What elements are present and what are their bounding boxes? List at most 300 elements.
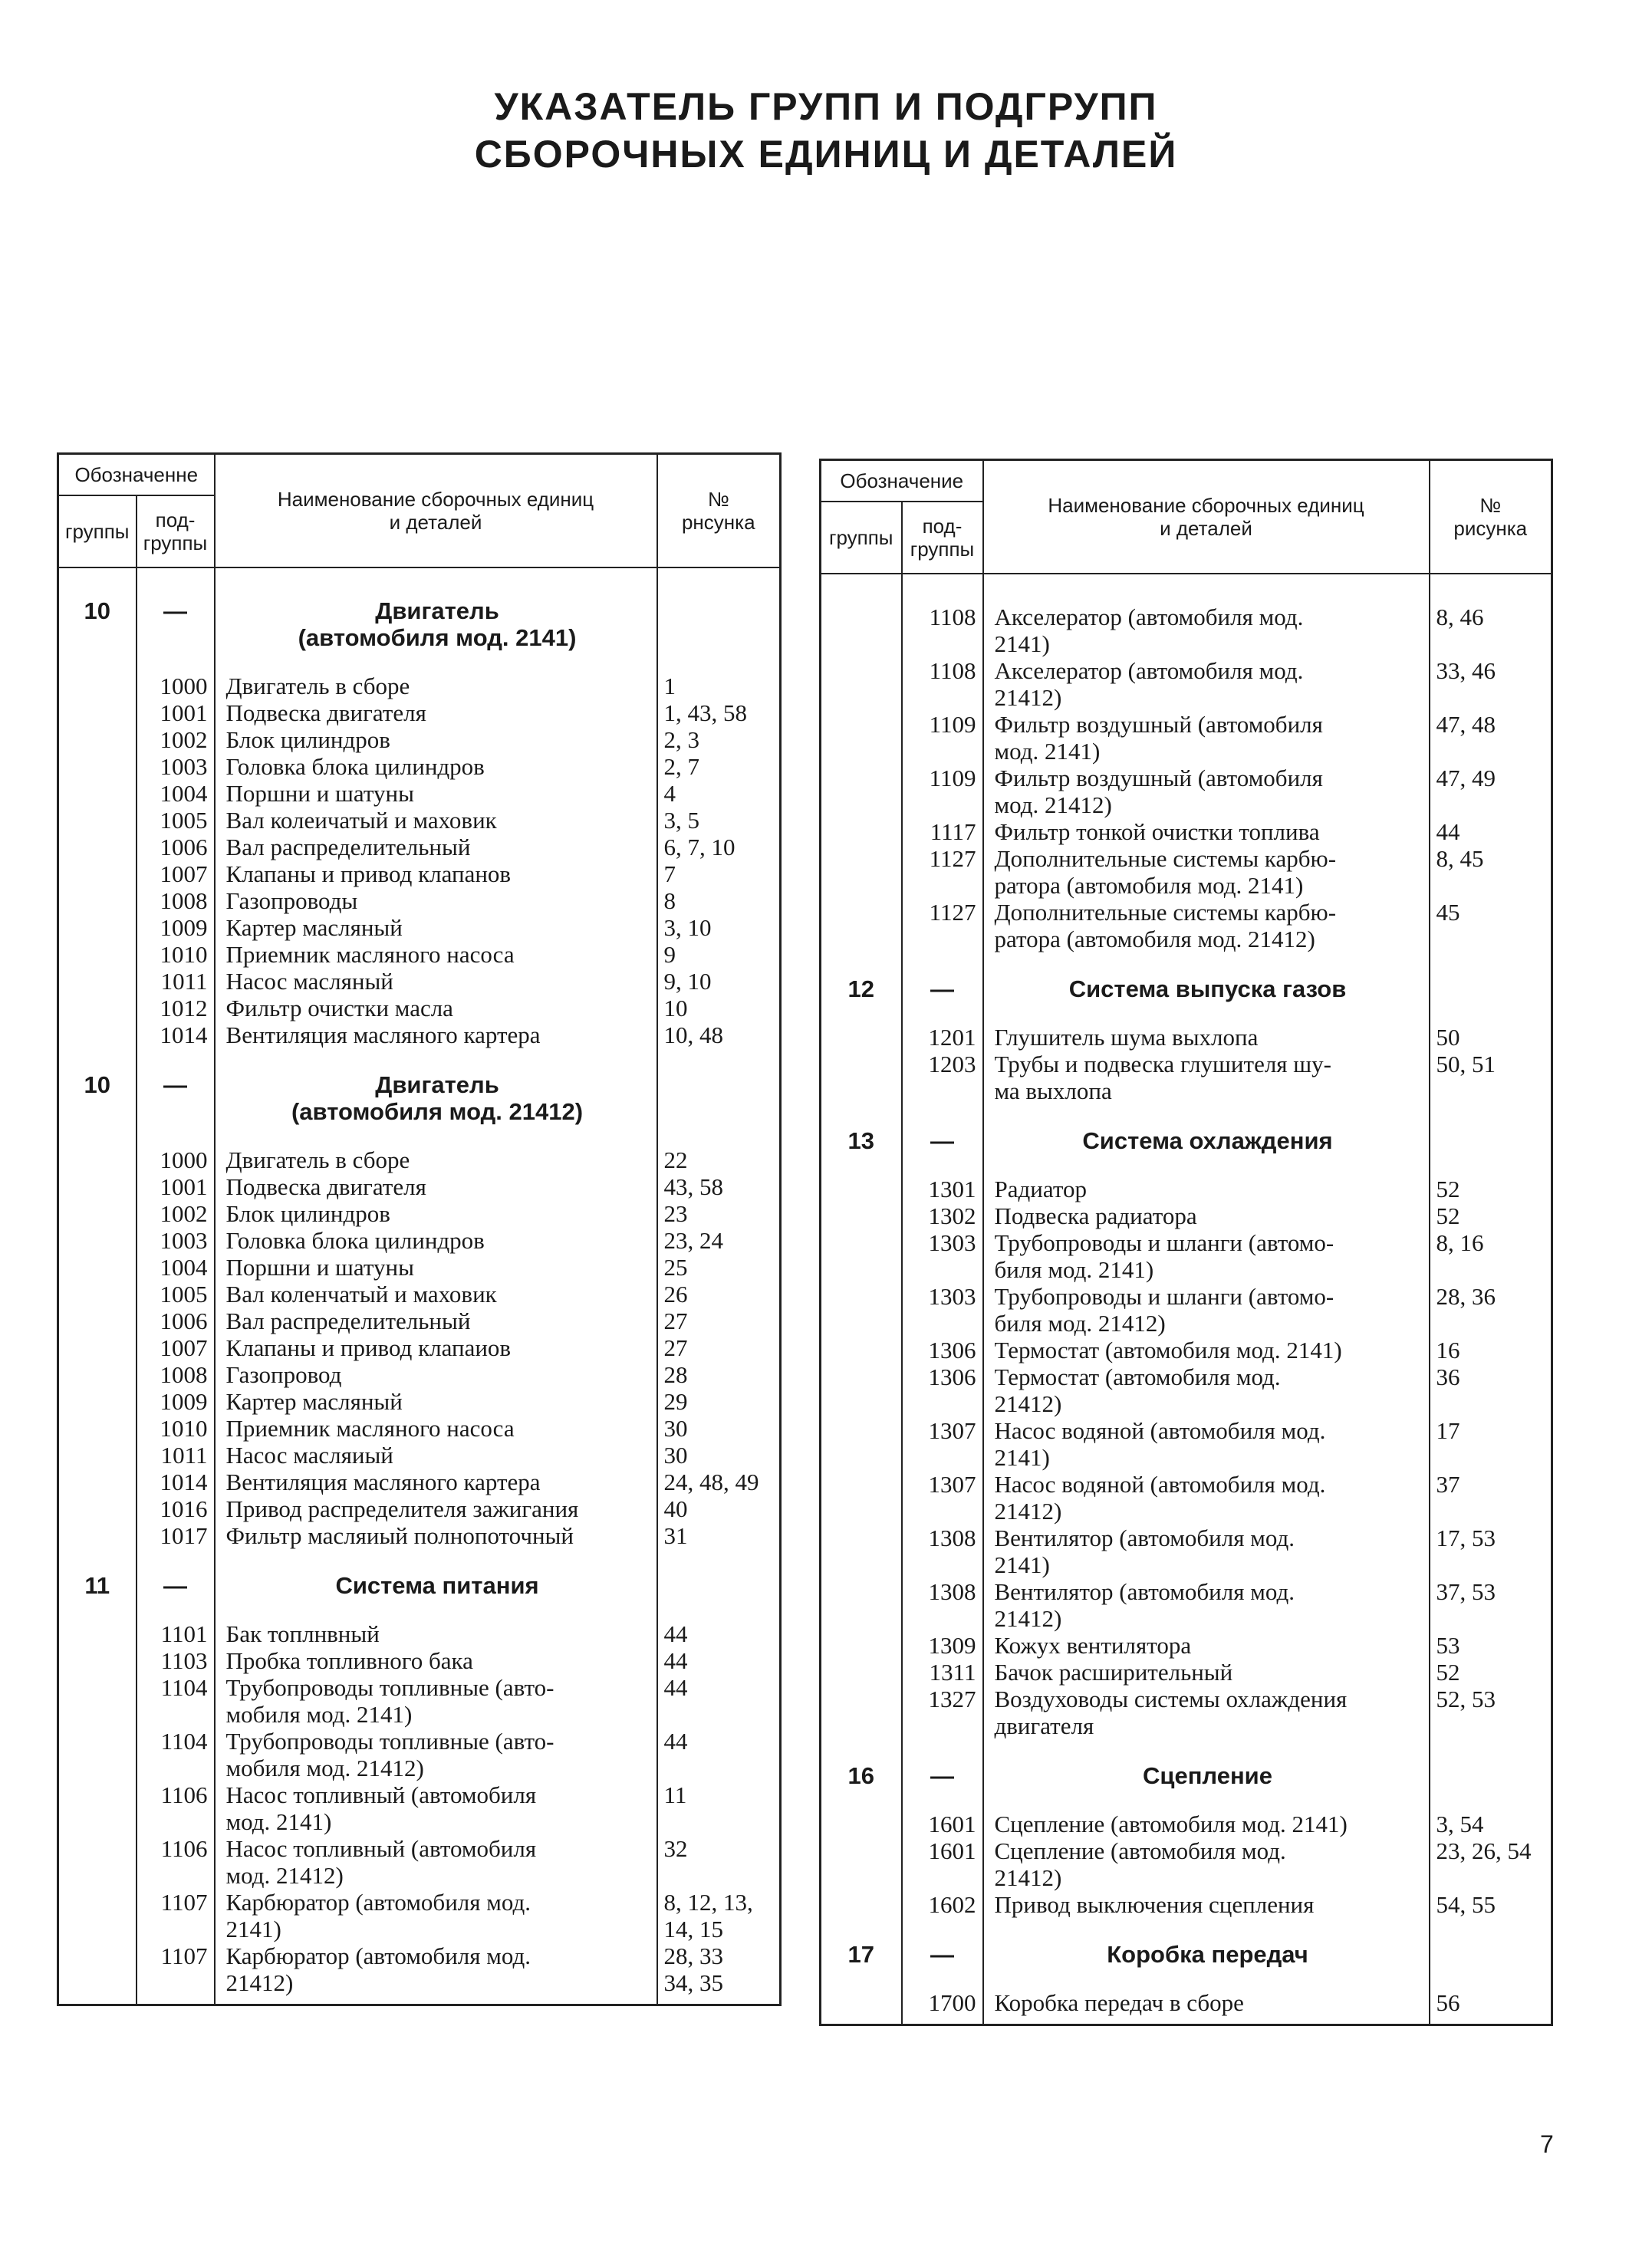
group-number: 13 [821, 1104, 902, 1154]
subgroup-dash: — [902, 1739, 983, 1789]
spacer-row [821, 1002, 1552, 1024]
spacer-row [58, 651, 781, 673]
group-cell [821, 1229, 902, 1283]
group-cell [821, 1283, 902, 1337]
table-row [58, 995, 781, 1021]
subgroup-code: 1306 [902, 1363, 983, 1417]
subgroup-code: 1309 [902, 1632, 983, 1659]
table-row [58, 887, 781, 914]
subgroup-code: 1327 [902, 1686, 983, 1739]
figure-numbers: 27 [657, 1334, 781, 1361]
table-row [821, 845, 1552, 899]
subgroup-code: 1103 [137, 1647, 215, 1674]
item-name: Вентилятор (автомобиля мод. 2141) [983, 1525, 1430, 1578]
figure-numbers: 56 [1430, 1989, 1552, 2025]
item-name: Насос масляиый [215, 1442, 657, 1469]
item-name: Пробка топливного бака [215, 1647, 657, 1674]
subgroup-code: 1003 [137, 1227, 215, 1254]
table-row [58, 1281, 781, 1308]
item-name: Сцепление (автомобиля мод. 2141) [983, 1811, 1430, 1837]
spacer-cell [215, 1125, 657, 1146]
group-cell [821, 1632, 902, 1659]
item-name: Блок цилиндров [215, 1200, 657, 1227]
subgroup-code: 1005 [137, 1281, 215, 1308]
group-number: 12 [821, 952, 902, 1002]
section-header-row [821, 1739, 1552, 1789]
subgroup-code: 1005 [137, 807, 215, 834]
table-row [58, 1361, 781, 1388]
figure-numbers: 22 [657, 1146, 781, 1173]
group-cell [58, 1442, 137, 1469]
group-cell [58, 1200, 137, 1227]
table-row [821, 1811, 1552, 1837]
group-number: 10 [58, 567, 137, 651]
table-row [58, 834, 781, 860]
group-cell [821, 1891, 902, 1918]
left-index-table [57, 452, 782, 2006]
table-row [58, 1227, 781, 1254]
group-cell [58, 1173, 137, 1200]
table-row [58, 1728, 781, 1781]
spacer-cell [215, 651, 657, 673]
group-cell [58, 1227, 137, 1254]
subgroup-code: 1001 [137, 699, 215, 726]
figure-numbers: 4 [657, 780, 781, 807]
figure-numbers: 44 [657, 1728, 781, 1781]
section-title: Коробка передач [983, 1918, 1430, 1968]
figure-numbers: 45 [1430, 899, 1552, 952]
group-cell [821, 711, 902, 765]
figure-numbers: 23, 24 [657, 1227, 781, 1254]
group-cell [821, 1989, 902, 2025]
section-title: Двигатель (автомобиля мод. 2141) [215, 567, 657, 651]
item-name: Насос водяной (автомобиля мод. 21412) [983, 1471, 1430, 1525]
group-cell [58, 1674, 137, 1728]
item-name: Насос топливный (автомобиля мод. 2141) [215, 1781, 657, 1835]
spacer-cell [983, 1968, 1430, 1989]
figure-cell [657, 1549, 781, 1599]
table-row [58, 1781, 781, 1835]
table-row [58, 1835, 781, 1889]
group-cell [58, 1334, 137, 1361]
name-header: Наименование сборочных единиц и деталей [983, 460, 1430, 574]
item-name: Поршни и шатуны [215, 780, 657, 807]
subgroup-code: 1307 [902, 1471, 983, 1525]
figure-numbers: 50, 51 [1430, 1051, 1552, 1104]
group-cell [58, 1728, 137, 1781]
figure-numbers: 24, 48, 49 [657, 1469, 781, 1495]
spacer-cell [1430, 1154, 1552, 1176]
subgroup-code: 1311 [902, 1659, 983, 1686]
item-name: Насос топливный (автомобиля мод. 21412) [215, 1835, 657, 1889]
figure-header: № рисунка [1430, 460, 1552, 574]
group-cell [821, 1337, 902, 1363]
item-name: Клапаны и привод клапаиов [215, 1334, 657, 1361]
table-row [821, 1024, 1552, 1051]
figure-numbers: 52 [1430, 1176, 1552, 1202]
group-cell [58, 1415, 137, 1442]
page-title [0, 83, 1652, 178]
figure-numbers: 10 [657, 995, 781, 1021]
item-name: Вал колеичатый и маховик [215, 807, 657, 834]
group-cell [58, 1942, 137, 2005]
spacer-cell [821, 1002, 902, 1024]
spacer-cell [1430, 1002, 1552, 1024]
figure-numbers: 8, 16 [1430, 1229, 1552, 1283]
subgroup-code: 1308 [902, 1578, 983, 1632]
figure-numbers: 1, 43, 58 [657, 699, 781, 726]
item-name: Термостат (автомобиля мод. 21412) [983, 1363, 1430, 1417]
table-row [58, 1308, 781, 1334]
table-row [58, 914, 781, 941]
item-name: Газопроводы [215, 887, 657, 914]
item-name: Вентилятор (автомобиля мод. 21412) [983, 1578, 1430, 1632]
subgroup-code: 1012 [137, 995, 215, 1021]
figure-numbers: 52 [1430, 1659, 1552, 1686]
subgroup-code: 1002 [137, 726, 215, 753]
figure-cell [1430, 952, 1552, 1002]
figure-numbers: 17, 53 [1430, 1525, 1552, 1578]
subgroup-code: 1000 [137, 673, 215, 699]
spacer-cell [137, 1125, 215, 1146]
table-row [58, 780, 781, 807]
item-name: Трубопроводы топливные (авто- мобиля мод. 21412) [215, 1728, 657, 1781]
title-line-2: СБОРОЧНЫХ ЕДИНИЦ И ДЕТАЛЕЙ [474, 133, 1178, 176]
spacer-cell [137, 651, 215, 673]
figure-numbers: 2, 7 [657, 753, 781, 780]
group-cell [821, 1837, 902, 1891]
spacer-cell [821, 1154, 902, 1176]
table-row [58, 941, 781, 968]
figure-numbers: 44 [657, 1674, 781, 1728]
table-row [821, 1578, 1552, 1632]
item-name: Фильтр масляиый полнопоточный [215, 1522, 657, 1549]
spacer-cell [902, 1789, 983, 1811]
group-cell [58, 1835, 137, 1889]
item-name: Вентиляция масляного картера [215, 1469, 657, 1495]
spacer-cell [821, 1968, 902, 1989]
group-cell [58, 834, 137, 860]
item-name: Поршни и шатуны [215, 1254, 657, 1281]
group-cell [58, 780, 137, 807]
figure-numbers: 16 [1430, 1337, 1552, 1363]
item-name: Клапаны и привод клапанов [215, 860, 657, 887]
subgroup-code: 1601 [902, 1811, 983, 1837]
section-title: Система питания [215, 1549, 657, 1599]
figure-numbers: 10, 48 [657, 1021, 781, 1048]
subgroup-code: 1001 [137, 1173, 215, 1200]
left-table-body [58, 567, 781, 2005]
item-name: Вал коленчатый и маховик [215, 1281, 657, 1308]
section-title: Система выпуска газов [983, 952, 1430, 1002]
figure-numbers: 30 [657, 1442, 781, 1469]
group-cell [821, 1811, 902, 1837]
figure-cell [657, 567, 781, 651]
group-cell [58, 941, 137, 968]
figure-numbers: 23 [657, 1200, 781, 1227]
section-header-row [821, 1918, 1552, 1968]
table-row [58, 1173, 781, 1200]
figure-numbers: 6, 7, 10 [657, 834, 781, 860]
item-name: Кожух вентилятора [983, 1632, 1430, 1659]
item-name: Фильтр воздушный (автомобиля мод. 21412) [983, 765, 1430, 818]
subgroup-code: 1010 [137, 941, 215, 968]
table-row [58, 1647, 781, 1674]
subgroup-code: 1006 [137, 834, 215, 860]
subgroup-code: 1109 [902, 765, 983, 818]
subgroup-code: 1308 [902, 1525, 983, 1578]
figure-numbers: 23, 26, 54 [1430, 1837, 1552, 1891]
item-name: Подвеска радиатора [983, 1202, 1430, 1229]
figure-numbers: 3, 5 [657, 807, 781, 834]
subgroup-code: 1203 [902, 1051, 983, 1104]
subgroup-code: 1016 [137, 1495, 215, 1522]
spacer-cell [58, 1599, 137, 1620]
subgroup-code: 1108 [902, 574, 983, 657]
group-number: 17 [821, 1918, 902, 1968]
table-row [58, 1388, 781, 1415]
group-cell [58, 1146, 137, 1173]
group-cell [821, 899, 902, 952]
group-cell [58, 1781, 137, 1835]
item-name: Карбюратор (автомобиля мод. 21412) [215, 1942, 657, 2005]
figure-numbers: 31 [657, 1522, 781, 1549]
subgroup-code: 1700 [902, 1989, 983, 2025]
table-row [58, 1021, 781, 1048]
group-cell [58, 1620, 137, 1647]
figure-cell [1430, 1918, 1552, 1968]
spacer-row [58, 1599, 781, 1620]
figure-numbers: 44 [1430, 818, 1552, 845]
spacer-cell [657, 651, 781, 673]
section-title: Система охлаждения [983, 1104, 1430, 1154]
section-header-row [58, 1048, 781, 1125]
subgroup-code: 1303 [902, 1283, 983, 1337]
figure-numbers: 37, 53 [1430, 1578, 1552, 1632]
item-name: Приемник масляного насоса [215, 1415, 657, 1442]
spacer-row [58, 1125, 781, 1146]
group-cell [58, 1361, 137, 1388]
spacer-row [821, 1968, 1552, 1989]
table-row [58, 860, 781, 887]
right-table-body [821, 574, 1552, 2025]
item-name: Сцепление (автомобиля мод. 21412) [983, 1837, 1430, 1891]
figure-numbers: 8, 46 [1430, 574, 1552, 657]
table-row [821, 1632, 1552, 1659]
figure-numbers: 47, 49 [1430, 765, 1552, 818]
name-header: Наименование сборочных единиц и деталей [215, 454, 657, 568]
figure-numbers: 36 [1430, 1363, 1552, 1417]
group-cell [821, 1202, 902, 1229]
group-cell [58, 1647, 137, 1674]
subgroup-dash: — [902, 952, 983, 1002]
subgroup-code: 1108 [902, 657, 983, 711]
subgroup-code: 1007 [137, 1334, 215, 1361]
table-row [821, 1659, 1552, 1686]
group-cell [58, 860, 137, 887]
table-row [58, 1620, 781, 1647]
figure-numbers: 50 [1430, 1024, 1552, 1051]
subgroup-code: 1106 [137, 1835, 215, 1889]
subgroup-code: 1127 [902, 899, 983, 952]
spacer-cell [821, 1789, 902, 1811]
right-index-table [819, 459, 1553, 2026]
figure-numbers: 29 [657, 1388, 781, 1415]
group-cell [821, 1024, 902, 1051]
subgroup-code: 1014 [137, 1021, 215, 1048]
table-row [821, 1337, 1552, 1363]
group-cell [821, 1578, 902, 1632]
item-name: Блок цилиндров [215, 726, 657, 753]
group-cell [58, 699, 137, 726]
group-cell [821, 1659, 902, 1686]
table-row [58, 1889, 781, 1942]
designation-header: Обозначение [821, 460, 983, 502]
table-row [821, 1176, 1552, 1202]
item-name: Трубопроводы топливные (авто- мобиля мод. 2141) [215, 1674, 657, 1728]
subgroup-code: 1307 [902, 1417, 983, 1471]
spacer-row [821, 1789, 1552, 1811]
group-header: группы [821, 502, 902, 574]
group-number: 10 [58, 1048, 137, 1125]
item-name: Двигатель в сборе [215, 1146, 657, 1173]
group-cell [821, 657, 902, 711]
group-cell [821, 1363, 902, 1417]
group-cell [821, 1051, 902, 1104]
page-number: 7 [1540, 2130, 1554, 2158]
group-cell [821, 818, 902, 845]
spacer-cell [1430, 1789, 1552, 1811]
item-name: Трубопроводы и шланги (автомо- биля мод. 2141) [983, 1229, 1430, 1283]
figure-numbers: 28, 36 [1430, 1283, 1552, 1337]
table-row [821, 818, 1552, 845]
title-line-1: УКАЗАТЕЛЬ ГРУПП И ПОДГРУПП [494, 85, 1158, 128]
spacer-cell [902, 1002, 983, 1024]
section-header-row [821, 1104, 1552, 1154]
figure-numbers: 52 [1430, 1202, 1552, 1229]
item-name: Акселератор (автомобиля мод. 21412) [983, 657, 1430, 711]
item-name: Фильтр очистки масла [215, 995, 657, 1021]
group-cell [58, 887, 137, 914]
figure-numbers: 52, 53 [1430, 1686, 1552, 1739]
spacer-cell [1430, 1968, 1552, 1989]
subgroup-dash: — [902, 1104, 983, 1154]
group-cell [58, 968, 137, 995]
item-name: Акселератор (автомобиля мод. 2141) [983, 574, 1430, 657]
subgroup-code: 1104 [137, 1728, 215, 1781]
group-cell [58, 807, 137, 834]
figure-numbers: 44 [657, 1620, 781, 1647]
subgroup-dash: — [137, 1048, 215, 1125]
table-row [821, 1229, 1552, 1283]
item-name: Головка блока цилиндров [215, 1227, 657, 1254]
subgroup-code: 1602 [902, 1891, 983, 1918]
table-row [58, 1254, 781, 1281]
item-name: Трубопроводы и шланги (автомо- биля мод. 21412) [983, 1283, 1430, 1337]
figure-numbers: 9 [657, 941, 781, 968]
table-row [58, 1146, 781, 1173]
subgroup-code: 1101 [137, 1620, 215, 1647]
spacer-cell [983, 1154, 1430, 1176]
figure-numbers: 30 [657, 1415, 781, 1442]
figure-numbers: 25 [657, 1254, 781, 1281]
table-row [58, 807, 781, 834]
figure-numbers: 8, 12, 13, 14, 15 [657, 1889, 781, 1942]
section-header-row [821, 952, 1552, 1002]
table-row [58, 968, 781, 995]
figure-header: № рнсунка [657, 454, 781, 568]
group-cell [821, 1471, 902, 1525]
figure-cell [1430, 1739, 1552, 1789]
item-name: Вал распределительный [215, 834, 657, 860]
table-row [821, 1837, 1552, 1891]
item-name: Бак топлнвный [215, 1620, 657, 1647]
table-row [58, 726, 781, 753]
subgroup-code: 1017 [137, 1522, 215, 1549]
table-row [58, 753, 781, 780]
table-row [821, 1202, 1552, 1229]
figure-numbers: 9, 10 [657, 968, 781, 995]
figure-numbers: 17 [1430, 1417, 1552, 1471]
section-title: Двигатель (автомобиля мод. 21412) [215, 1048, 657, 1125]
table-row [58, 1495, 781, 1522]
subgroup-code: 1010 [137, 1415, 215, 1442]
figure-numbers: 44 [657, 1647, 781, 1674]
group-cell [58, 1889, 137, 1942]
table-row [821, 1283, 1552, 1337]
table-row [821, 657, 1552, 711]
figure-numbers: 32 [657, 1835, 781, 1889]
spacer-cell [58, 651, 137, 673]
group-cell [58, 726, 137, 753]
figure-numbers: 3, 54 [1430, 1811, 1552, 1837]
group-cell [58, 995, 137, 1021]
group-cell [58, 1522, 137, 1549]
figure-numbers: 33, 46 [1430, 657, 1552, 711]
item-name: Воздуховоды системы охлаждения двигателя [983, 1686, 1430, 1739]
table-row [821, 1525, 1552, 1578]
figure-numbers: 28, 33 34, 35 [657, 1942, 781, 2005]
designation-header: Обозначенне [58, 454, 215, 496]
subgroup-header: под- группы [902, 502, 983, 574]
group-cell [58, 1495, 137, 1522]
item-name: Термостат (автомобиля мод. 2141) [983, 1337, 1430, 1363]
item-name: Головка блока цилиндров [215, 753, 657, 780]
section-title: Сцепление [983, 1739, 1430, 1789]
subgroup-code: 1303 [902, 1229, 983, 1283]
item-name: Фильтр тонкой очистки топлива [983, 818, 1430, 845]
item-name: Привод выключения сцепления [983, 1891, 1430, 1918]
subgroup-dash: — [902, 1918, 983, 1968]
subgroup-code: 1004 [137, 1254, 215, 1281]
group-cell [821, 574, 902, 657]
table-row [58, 1674, 781, 1728]
item-name: Картер масляный [215, 914, 657, 941]
subgroup-code: 1104 [137, 1674, 215, 1728]
group-cell [58, 753, 137, 780]
figure-numbers: 27 [657, 1308, 781, 1334]
item-name: Трубы и подвеска глушителя шу- ма выхлопа [983, 1051, 1430, 1104]
figure-cell [1430, 1104, 1552, 1154]
table-row [821, 1051, 1552, 1104]
subgroup-code: 1011 [137, 968, 215, 995]
table-row [821, 1363, 1552, 1417]
subgroup-code: 1117 [902, 818, 983, 845]
table-row [58, 699, 781, 726]
table-row [58, 1522, 781, 1549]
item-name: Подвеска двигателя [215, 1173, 657, 1200]
subgroup-code: 1306 [902, 1337, 983, 1363]
